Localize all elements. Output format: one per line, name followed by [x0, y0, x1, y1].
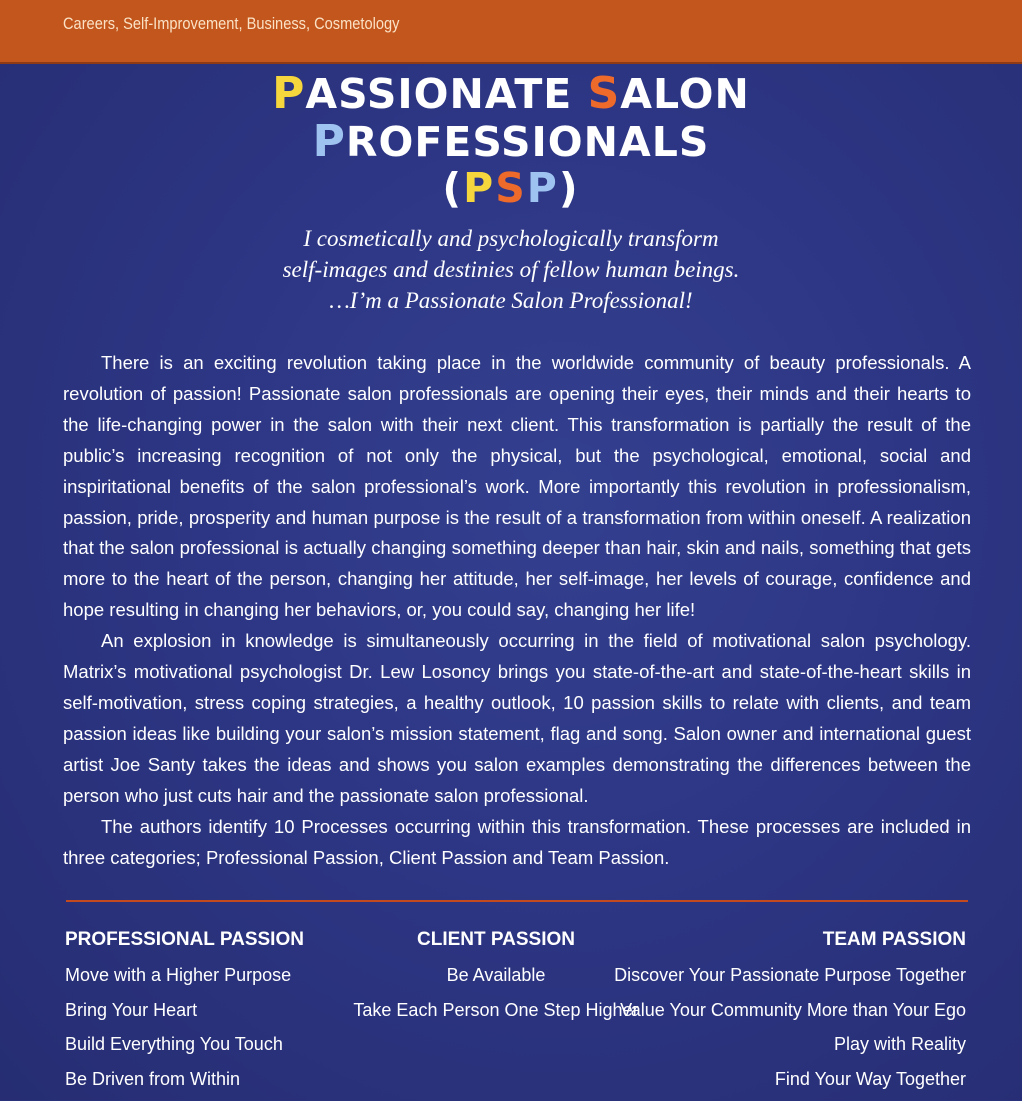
paragraph: An explosion in knowledge is simultaneously occurring in the field of motivational salon psychology. Matrix’s motivational psychologist Dr. Lew Losoncy brings you state-of-the-art and state-of-the-heart skills in self-motivation, stress coping strategies, a healthy outlook, 10 passion skills to relate with clients, and team passion ideas like building your salon’s mission statement, flag and song. Salon owner and international guest artist Joe Santy takes the ideas and shows you salon examples demonstrating the differences between the person who just cuts hair and the passionate salon professional.	[63, 626, 971, 811]
title-line-1: PASSIONATE SALON	[0, 72, 1022, 116]
title-acronym: (PSP)	[0, 168, 1022, 209]
tagline	[0, 223, 1022, 316]
list-item: Play with Reality	[614, 1032, 966, 1067]
description-body	[63, 348, 971, 873]
team-passion-list	[614, 963, 966, 1101]
paragraph: There is an exciting revolution taking place in the worldwide community of beauty professionals. A revolution of passion! Passionate salon professionals are opening their eyes, their minds and their hearts to the life-changing power in the salon with their next client. This transformation is partially the result of the public’s increasing recognition of not only the physical, but the psychological, emotional, social and inspiritational benefits of the salon professional’s work. More importantly this revolution in professionalism, passion, pride, prosperity and human purpose is the result of a transformation from within oneself. A realization that the salon professional is actually changing something deeper than hair, skin and nails, something that gets more to the heart of the person, changing her attitude, her self-image, her levels of courage, confidence and hope resulting in changing her behaviors, or, you could say, changing her life!	[63, 348, 971, 626]
section-divider	[66, 900, 968, 902]
team-passion-heading: TEAM PASSION	[823, 929, 966, 951]
list-item: Value Your Community More than Your Ego	[614, 998, 966, 1033]
tagline-line-1: I cosmetically and psychologically transform	[0, 223, 1022, 254]
list-item: Be Available	[300, 963, 692, 998]
list-item: Build Everything You Touch	[65, 1032, 291, 1067]
list-item: Bring Your Heart	[65, 998, 291, 1033]
title-line-2: PROFESSIONALS	[0, 120, 1022, 164]
list-item: Discover Your Passionate Purpose Together	[614, 963, 966, 998]
client-passion-heading: CLIENT PASSION	[300, 929, 692, 951]
list-item: Take Each Person One Step Higher	[300, 998, 692, 1033]
professional-passion-heading: PROFESSIONAL PASSION	[65, 929, 304, 951]
book-title	[0, 72, 1022, 209]
paragraph: The authors identify 10 Processes occurring within this transformation. These processes are included in three categories; Professional Passion, Client Passion and Team Passion.	[63, 812, 971, 874]
category-label: Careers, Self-Improvement, Business, Cosmetology	[63, 14, 399, 34]
tagline-line-3: …I’m a Passionate Salon Professional!	[0, 285, 1022, 316]
list-item: Find Your Way Together	[614, 1067, 966, 1101]
list-item: Move with a Higher Purpose	[65, 963, 291, 998]
category-banner	[0, 0, 1022, 64]
tagline-line-2: self-images and destinies of fellow human beings.	[0, 254, 1022, 285]
list-item: Be Driven from Within	[65, 1067, 291, 1101]
professional-passion-list	[65, 963, 291, 1101]
